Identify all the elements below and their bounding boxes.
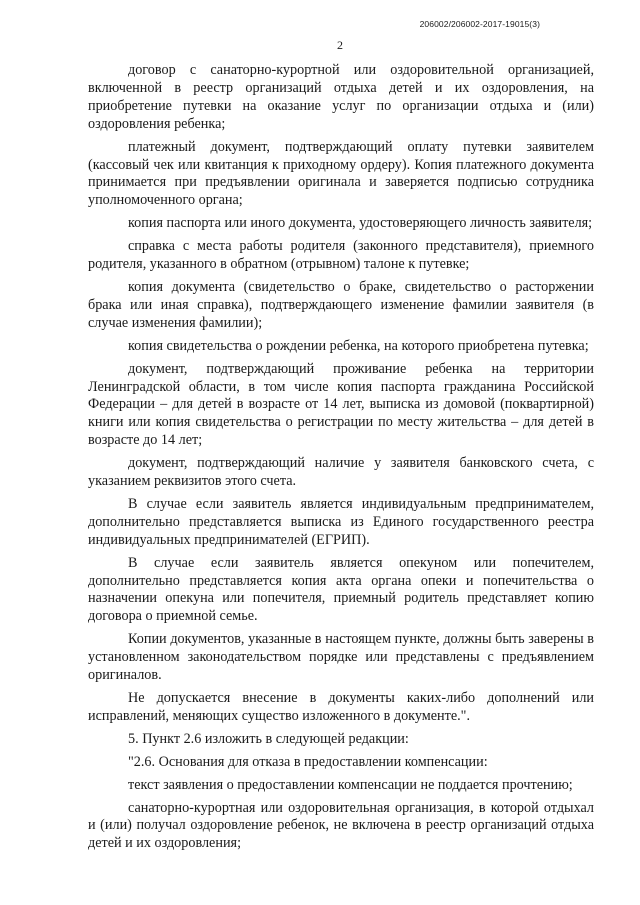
paragraph-certified-copies: Копии документов, указанные в настоящем пункте, должны быть заверены в установленном законодательством порядке или представлены с предъявлением оригиналов. (88, 631, 594, 684)
paragraph-contract: договор с санаторно-курортной или оздоровительной организацией, включенной в реестр организаций отдыха детей и их оздоровления, на приобретение путевки на оказание услуг по организации отдыха и (или) оздоровления ребенка; (88, 62, 594, 132)
paragraph-guardian: В случае если заявитель является опекуном или попечителем, дополнительно представляется копия акта органа опеки и попечительства о назначении опекуна или попечителя, приемный родитель представляет копию договора о приемной семье. (88, 554, 594, 625)
paragraph-organization-not-registered: санаторно-курортная или оздоровительная организация, в которой отдыхал и (или) получал оздоровление ребенок, не включена в реестр организаций отдыха детей и их оздоровления; (88, 799, 594, 852)
paragraph-entrepreneur: В случае если заявитель является индивидуальным предпринимателем, дополнительно представляется выписка из Единого государственного реестра индивидуальных предпринимателей (ЕГРИП). (88, 495, 594, 548)
paragraph-passport-copy: копия паспорта или иного документа, удостоверяющего личность заявителя; (128, 215, 593, 232)
paragraph-clause-2-6-heading: "2.6. Основания для отказа в предоставлении компенсации: (128, 753, 488, 770)
paragraph-employment-certificate: справка с места работы родителя (законного представителя), приемного родителя, указанного в обратном (отрывном) талоне к путевке; (88, 238, 594, 273)
document-id: 206002/206002-2017-19015(3) (419, 19, 540, 29)
paragraph-unreadable-application: текст заявления о предоставлении компенсации не поддается прочтению; (128, 776, 573, 793)
paragraph-birth-certificate: копия свидетельства о рождении ребенка, на которого приобретена путевка; (128, 337, 589, 354)
page-number: 2 (337, 38, 343, 52)
paragraph-bank-account: документ, подтверждающий наличие у заявителя банковского счета, с указанием реквизитов этого счета. (88, 455, 594, 490)
paragraph-no-amendments: Не допускается внесение в документы каких-либо дополнений или исправлений, меняющих существо изложенного в документе.". (88, 690, 594, 724)
document-body (88, 62, 594, 853)
paragraph-payment-document: платежный документ, подтверждающий оплату путевки заявителем (кассовый чек или квитанция к приходному ордеру). Копия платежного документа принимается при предъявлении оригинала и заверяется подписью сотрудника уполномоченного органа; (88, 138, 594, 209)
paragraph-clause-5: 5. Пункт 2.6 изложить в следующей редакции: (128, 730, 409, 747)
paragraph-residence-document: документ, подтверждающий проживание ребенка на территории Ленинградской области, в том числе копия паспорта гражданина Российской Федерации – для детей в возрасте от 14 лет, выписка из домовой (поквартирной) книги или копия свидетельства о регистрации по месту жительства – для детей в возрасте до 14 лет; (88, 360, 594, 449)
paragraph-name-change-document: копия документа (свидетельство о браке, свидетельство о расторжении брака или иная справка), подтверждающего изменение фамилии заявителя (в случае изменения фамилии); (88, 278, 594, 331)
